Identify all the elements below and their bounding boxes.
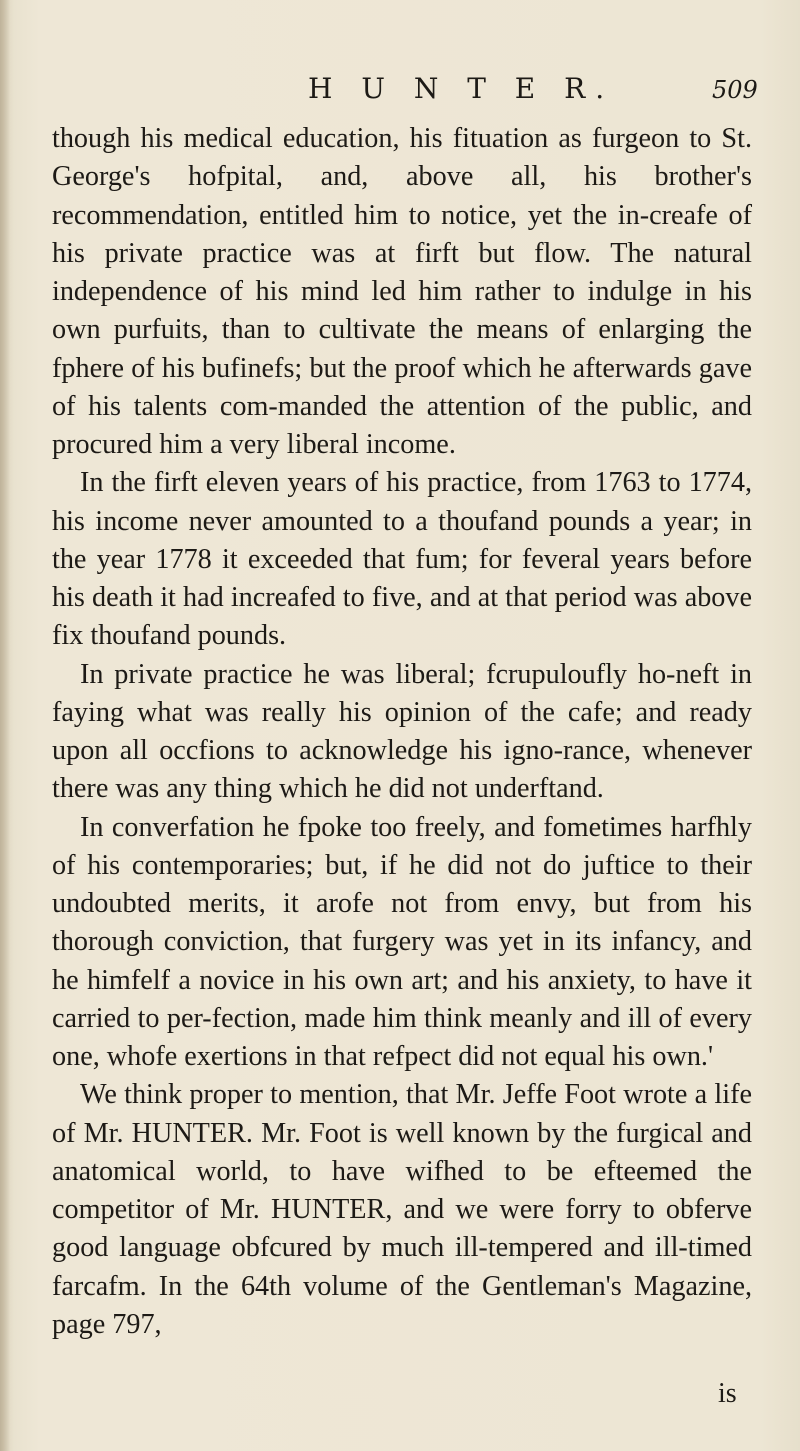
- page-number: 509: [712, 76, 758, 104]
- spine-shadow: [0, 0, 10, 1451]
- running-title: H U N T E R.: [308, 72, 615, 105]
- body-text: [52, 120, 752, 1344]
- paragraph-2: In the firft eleven years of his practice, from 1763 to 1774, his income never amounted to a thoufand pounds a year; in the year 1778 it exceeded that fum; for feveral years before his death it had increafed to five, and at that period was above fix thoufand pounds.: [52, 467, 752, 652]
- catchword: is: [718, 1378, 737, 1409]
- paragraph-1: though his medical education, his fituation as furgeon to St. George's hofpital, and, above all, his brother's recommendation, entitled him to notice, yet the in-creafe of his private practice was at firft but flow. The natural independence of his mind led him rather to indulge in his own purfuits, than to cultivate the means of enlarging the fphere of his bufinefs; but the proof which he afterwards gave of his talents com-manded the attention of the public, and procured him a very liberal income.: [52, 123, 752, 460]
- running-head: [0, 72, 800, 112]
- paragraph-5: We think proper to mention, that Mr. Jeffe Foot wrote a life of Mr. HUNTER. Mr. Foot is well known by the furgical and anatomical world, to have wifhed to be efteemed the competitor of Mr. HUNTER, and we were forry to obferve good language obfcured by much ill-tempered and ill-timed farcafm. In the 64th volume of the Gentleman's Magazine, page 797,: [52, 1079, 752, 1340]
- paragraph-4: In converfation he fpoke too freely, and fometimes harfhly of his contemporaries; but, if he did not do juftice to their undoubted merits, it arofe not from envy, but from his thorough conviction, that furgery was yet in its infancy, and he himfelf a novice in his own art; and his anxiety, to have it carried to per-fection, made him think meanly and ill of every one, whofe exertions in that refpect did not equal his own.': [52, 811, 752, 1072]
- paragraph-3: In private practice he was liberal; fcrupuloufly ho-neft in faying what was really his opinion of the cafe; and ready upon all occfions to acknowledge his igno-rance, whenever there was any thing which he did not underftand.: [52, 658, 752, 805]
